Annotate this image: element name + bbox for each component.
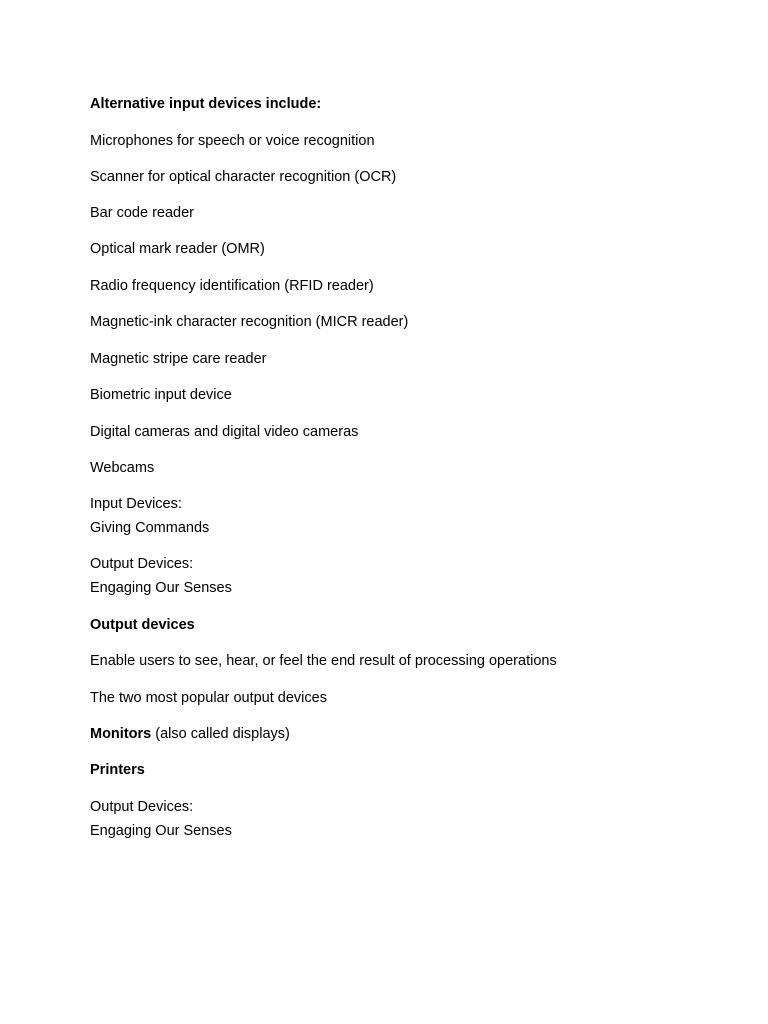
list-item: Webcams (90, 460, 155, 476)
list-item: Magnetic-ink character recognition (MICR reader) (90, 314, 409, 330)
monitors-note: (also called displays) (151, 726, 290, 742)
monitors-label: Monitors (90, 726, 152, 742)
output-devices-heading: Output devices (90, 617, 195, 633)
list-item: Biometric input device (90, 387, 232, 403)
output-devices-description: Enable users to see, hear, or feel the end result of processing operations (90, 653, 557, 669)
list-item: Digital cameras and digital video cameras (90, 424, 359, 440)
output-devices-title-2: Output Devices: (90, 799, 194, 815)
list-item: Bar code reader (90, 205, 194, 221)
input-devices-title: Input Devices: (90, 496, 182, 512)
list-item: Radio frequency identification (RFID reader) (90, 278, 374, 294)
output-devices-subtitle-2: Engaging Our Senses (90, 823, 232, 839)
popular-output-devices: The two most popular output devices (90, 690, 327, 706)
output-devices-subtitle: Engaging Our Senses (90, 580, 232, 596)
input-devices-subtitle: Giving Commands (90, 520, 210, 536)
section-heading: Alternative input devices include: (90, 96, 322, 112)
monitors-line (90, 722, 290, 746)
list-item: Scanner for optical character recognition (OCR) (90, 169, 397, 185)
list-item: Optical mark reader (OMR) (90, 241, 265, 257)
list-item: Microphones for speech or voice recognition (90, 133, 375, 149)
printers-label: Printers (90, 762, 145, 778)
output-devices-title: Output Devices: (90, 556, 194, 572)
list-item: Magnetic stripe care reader (90, 351, 267, 367)
